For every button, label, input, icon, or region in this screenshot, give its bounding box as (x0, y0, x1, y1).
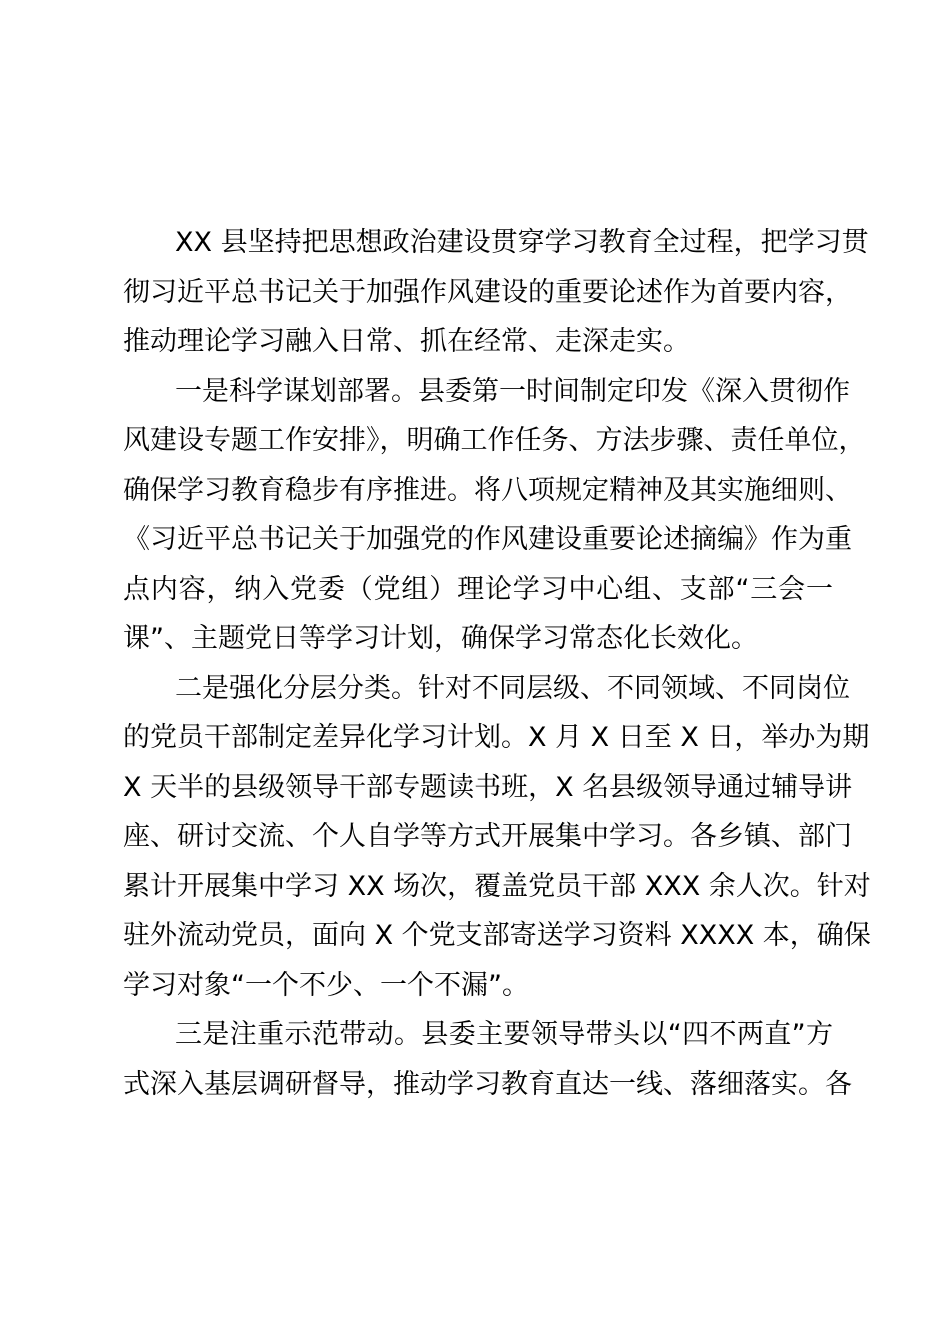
text-line: 的党员干部制定差异化学习计划。X 月 X 日至 X 日，举办为期 (123, 722, 870, 753)
text-line: 累计开展集中学习 XX 场次，覆盖党员干部 XXX 余人次。针对 (123, 870, 871, 902)
text-line: 彻习近平总书记关于加强作风建设的重要论述作为首要内容， (123, 276, 852, 308)
text-line: 课”、主题党日等学习计划，确保学习常态化长效化。 (123, 623, 758, 654)
document-body (123, 218, 871, 1109)
text-line: 风建设专题工作安排》，明确工作任务、方法步骤、责任单位， (123, 425, 866, 456)
text-line: 二是强化分层分类。针对不同层级、不同领域、不同岗位 (175, 672, 850, 704)
text-line: 《习近平总书记关于加强党的作风建设重要论述摘编》作为重 (123, 524, 852, 555)
text-line: 点内容，纳入党委（党组）理论学习中心组、支部“三会一 (123, 573, 833, 605)
paragraph-planning (123, 367, 866, 664)
text-line: 驻外流动党员，面向 X 个党支部寄送学习资料 XXXX 本，确保 (123, 920, 871, 951)
text-line: 确保学习教育稳步有序推进。将八项规定精神及其实施细则、 (123, 474, 852, 506)
text-line: 学习对象“一个不少、一个不漏”。 (123, 969, 529, 1001)
text-line: 一是科学谋划部署。县委第一时间制定印发《深入贯彻作 (175, 375, 850, 407)
text-line: X 天半的县级领导干部专题读书班，X 名县级领导通过辅导讲 (123, 771, 853, 803)
text-line: 座、研讨交流、个人自学等方式开展集中学习。各乡镇、部门 (123, 821, 852, 852)
text-line: XX 县坚持把思想政治建设贯穿学习教育全过程，把学习贯 (175, 227, 869, 258)
text-line: 三是注重示范带动。县委主要领导带头以“四不两直”方 (175, 1019, 833, 1050)
text-line: 式深入基层调研督导，推动学习教育直达一线、落细落实。各 (123, 1068, 852, 1100)
text-line: 推动理论学习融入日常、抓在经常、走深走实。 (123, 326, 690, 357)
paragraph-layered (123, 664, 871, 1011)
paragraph-demonstration (123, 1010, 852, 1109)
paragraph-intro (123, 218, 869, 367)
